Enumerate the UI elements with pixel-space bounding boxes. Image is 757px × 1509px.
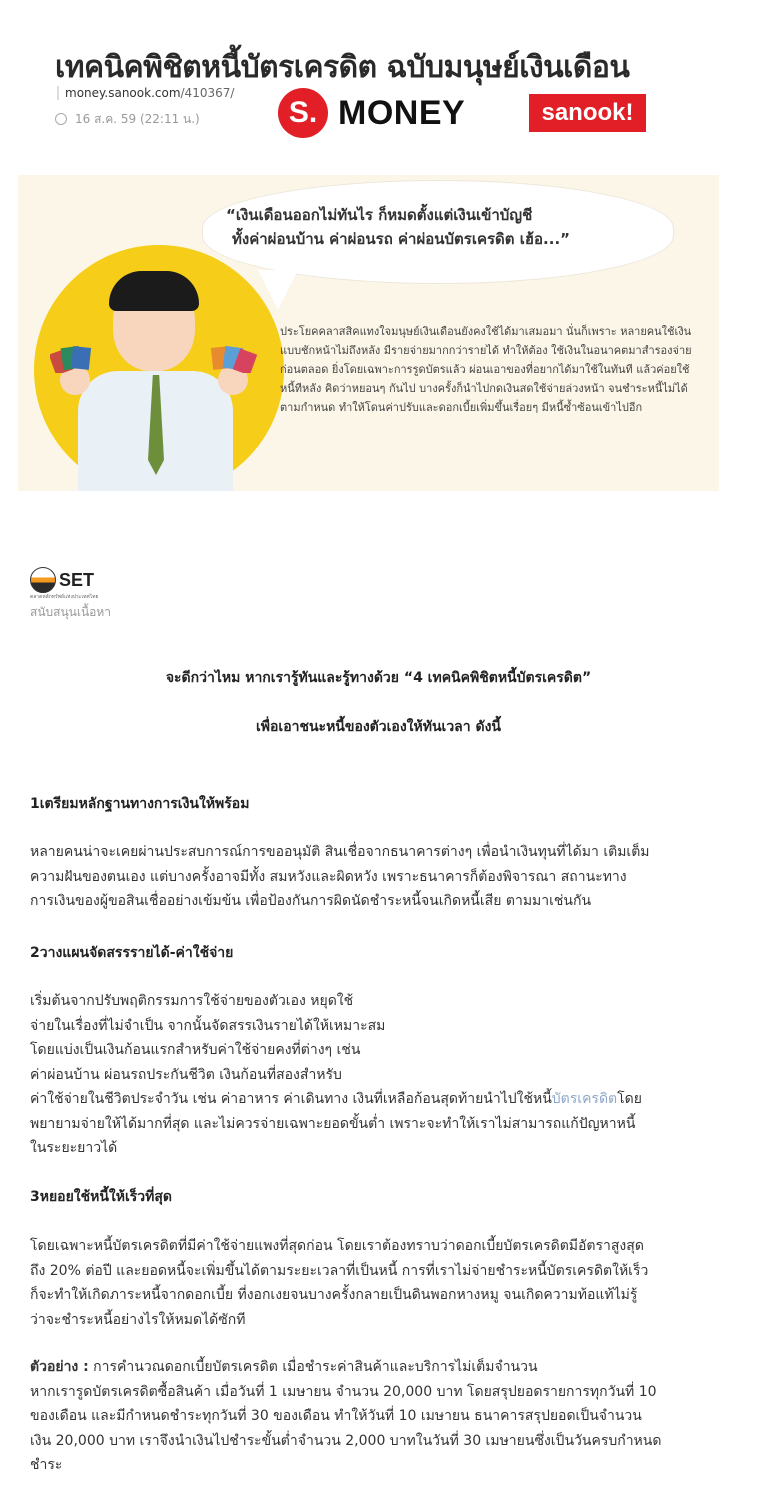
section-2-line: พยายามจ่ายให้ได้มากที่สุด และไม่ควรจ่ายเฉพาะยอดขั้นต่ำ เพราะจะทำให้เราไม่สามารถแก้ปัญหาหนี้ <box>30 1115 636 1132</box>
example-first-text: การคำนวณดอกเบี้ยบัตรเครดิต เมื่อชำระค่าสินค้าและบริการไม่เต็มจำนวน <box>88 1359 538 1375</box>
set-logo-mark-icon <box>30 567 56 593</box>
smoney-badge: S. <box>278 88 328 138</box>
smoney-logo[interactable] <box>278 88 465 138</box>
section-2-line: จ่ายในเรื่องที่ไม่จำเป็น จากนั้นจัดสรรเงินรายได้ให้เหมาะสม <box>30 1017 386 1034</box>
section-1-line: การเงินของผู้ขอสินเชื่ออย่างเข้มข้น เพื่อป้องกันการผิดนัดชำระหนี้จนเกิดหนี้เสีย ตามมาเช่นกัน <box>30 893 592 909</box>
section-2-line <box>30 1087 710 1112</box>
section-2-line: เริ่มต้นจากปรับพฤติกรรมการใช้จ่ายของตัวเอง หยุดใช้ <box>30 993 354 1009</box>
article-url[interactable] <box>57 86 234 100</box>
section-1-heading: 1เตรียมหลักฐานทางการเงินให้พร้อม <box>30 796 250 812</box>
section-1-line: หลายคนน่าจะเคยผ่านประสบการณ์การขออนุมัติ สินเชื่อจากธนาคารต่างๆ เพื่อนำเงินทุนที่ได้มา เติมเต็ม <box>30 844 650 860</box>
section-2-line-text: ค่าใช้จ่ายในชีวิตประจำวัน เช่น ค่าอาหาร ค่าเดินทาง เงินที่เหลือก้อนสุดท้ายนำไปใช้หนี้ <box>30 1091 552 1107</box>
example-first-line <box>30 1355 710 1380</box>
quote-line-2: ทั้งค่าผ่อนบ้าน ค่าผ่อนรถ ค่าผ่อนบัตรเครดิต เฮ้อ...” <box>232 230 571 248</box>
section-3-line: ว่าจะชำระหนี้อย่างไรให้หมดได้ซักที <box>30 1311 246 1328</box>
url-path: /410367/ <box>180 86 235 100</box>
person-hair <box>109 271 199 311</box>
clock-icon <box>55 113 67 125</box>
sponsor-label: สนับสนุนเนื้อหา <box>30 605 112 619</box>
section-2-heading: 2วางแผนจัดสรรรายได้-ค่าใช้จ่าย <box>30 945 234 961</box>
section-2-line-text: โดย <box>617 1091 642 1107</box>
example-line: ชำระ <box>30 1457 63 1473</box>
section-1-line: ความฝันของตนเอง แต่บางครั้งอาจมีทั้ง สมหวังและผิดหวัง เพราะธนาคารก็ต้องพิจารณา สถานะทาง <box>30 868 627 885</box>
banner-quote <box>226 203 646 251</box>
section-3-line: ถึง 20% ต่อปี และยอดหนี้จะเพิ่มขึ้นได้ตามระยะเวลาที่เป็นหนี้ การที่เราไม่จ่ายชำระหนี้บัตรเครดิตให้เร็ว <box>30 1262 649 1279</box>
date-text: 16 ส.ค. 59 (22:11 น.) <box>75 112 200 126</box>
section-2-line: ค่าผ่อนบ้าน ผ่อนรถประกันชีวิต เงินก้อนที่สองสำหรับ <box>30 1066 342 1083</box>
set-logo[interactable] <box>30 567 94 593</box>
section-1-body <box>30 840 710 914</box>
section-3-body <box>30 1234 710 1332</box>
smoney-text: MONEY <box>338 93 466 132</box>
credit-cards-left-icon <box>50 343 100 373</box>
credit-card-link[interactable]: บัตรเครดิต <box>551 1091 618 1107</box>
section-3-heading: 3หยอยใช้หนี้ให้เร็วที่สุด <box>30 1189 173 1205</box>
article-date <box>55 110 200 129</box>
set-logo-subtitle: ตลาดหลักทรัพย์แห่งประเทศไทย <box>30 594 99 600</box>
intro-line-1: จะดีกว่าไหม หากเรารู้ทันและรู้ทางด้วย “4 เทคนิคพิชิตหนี้บัตรเครดิต” <box>165 670 592 686</box>
section-2-body <box>30 989 710 1161</box>
section-3-line: ก็จะทำให้เกิดภาระหนี้จากดอกเบี้ย ที่งอกเงยจนบางครั้งกลายเป็นดินพอกหางหมู จนเกิดความท้อแท้ไม่รู้ <box>30 1287 638 1303</box>
article-title: เทคนิคพิชิตหนี้บัตรเครดิต ฉบับมนุษย์เงินเดือน <box>55 50 630 85</box>
example-label: ตัวอย่าง : <box>30 1359 89 1375</box>
example-line: ของเดือน และมีกำหนดชำระทุกวันที่ 30 ของเดือน ทำให้วันที่ 10 เมษายน ธนาคารสรุปยอดเป็นจำนวน <box>30 1408 642 1424</box>
section-2-line: โดยแบ่งเป็นเงินก้อนแรกสำหรับค่าใช้จ่ายคงที่ต่างๆ เช่น <box>30 1042 361 1058</box>
url-domain: money.sanook.com <box>65 86 181 100</box>
article-banner-image <box>18 175 719 491</box>
example-line: หากเรารูดบัตรเครดิตซื้อสินค้า เมื่อวันที่ 1 เมษายน จำนวน 20,000 บาท โดยสรุปยอดรายการทุกวันที่ 10 <box>30 1383 657 1400</box>
quote-line-1: “เงินเดือนออกไม่ทันไร ก็หมดตั้งแต่เงินเข้าบัญชี <box>226 206 533 224</box>
example-line: เงิน 20,000 บาท เราจึงนำเงินไปชำระขั้นต่ำจำนวน 2,000 บาทในวันที่ 30 เมษายนซึ่งเป็นวันครบกำหนด <box>30 1432 662 1449</box>
section-3-line: โดยเฉพาะหนี้บัตรเครดิตที่มีค่าใช้จ่ายแพงที่สุดก่อน โดยเราต้องทราบว่าดอกเบี้ยบัตรเครดิตมีอัตราสูงสุด <box>30 1238 644 1254</box>
set-logo-text: SET <box>59 569 95 590</box>
intro-line-2: เพื่อเอาชนะหนี้ของตัวเองให้ทันเวลา ดังนี้ <box>256 719 501 735</box>
example-block <box>30 1355 710 1478</box>
section-2-line: ในระยะยาวได้ <box>30 1140 118 1156</box>
sanook-logo[interactable]: sanook! <box>529 94 646 132</box>
banner-body-text: ประโยคคลาสสิคแทงใจมนุษย์เงินเดือนยังคงใช้ได้มาเสมอมา นั่นก็เพราะ หลายคนใช้เงินแบบชักหน้าไม่ถึงหลัง มีรายจ่ายมากกว่ารายได้ ทำให้ต้อง ใช้เงินในอนาคตมาสำรองจ่ายก่อนตลอด ยิ่งโดยเฉพาะการรูดบัตรแล้ว ผ่อนเอาของที่อยากได้มาใช้ในทันที แล้วค่อยใช้หนี้ทีหลัง คิดว่าหยอนๆ กันไป บางครั้งก็นำไปกดเงินสดใช้จ่ายล่วงหน้า จนชำระหนี้ไม่ได้ ตามกำหนด ทำให้โดนค่าปรับและดอกเบี้ยเพิ่มขึ้นเรื่อยๆ มีหนี้ซ้ำซ้อนเข้าไปอีก <box>280 325 692 414</box>
credit-cards-right-icon <box>208 343 258 373</box>
